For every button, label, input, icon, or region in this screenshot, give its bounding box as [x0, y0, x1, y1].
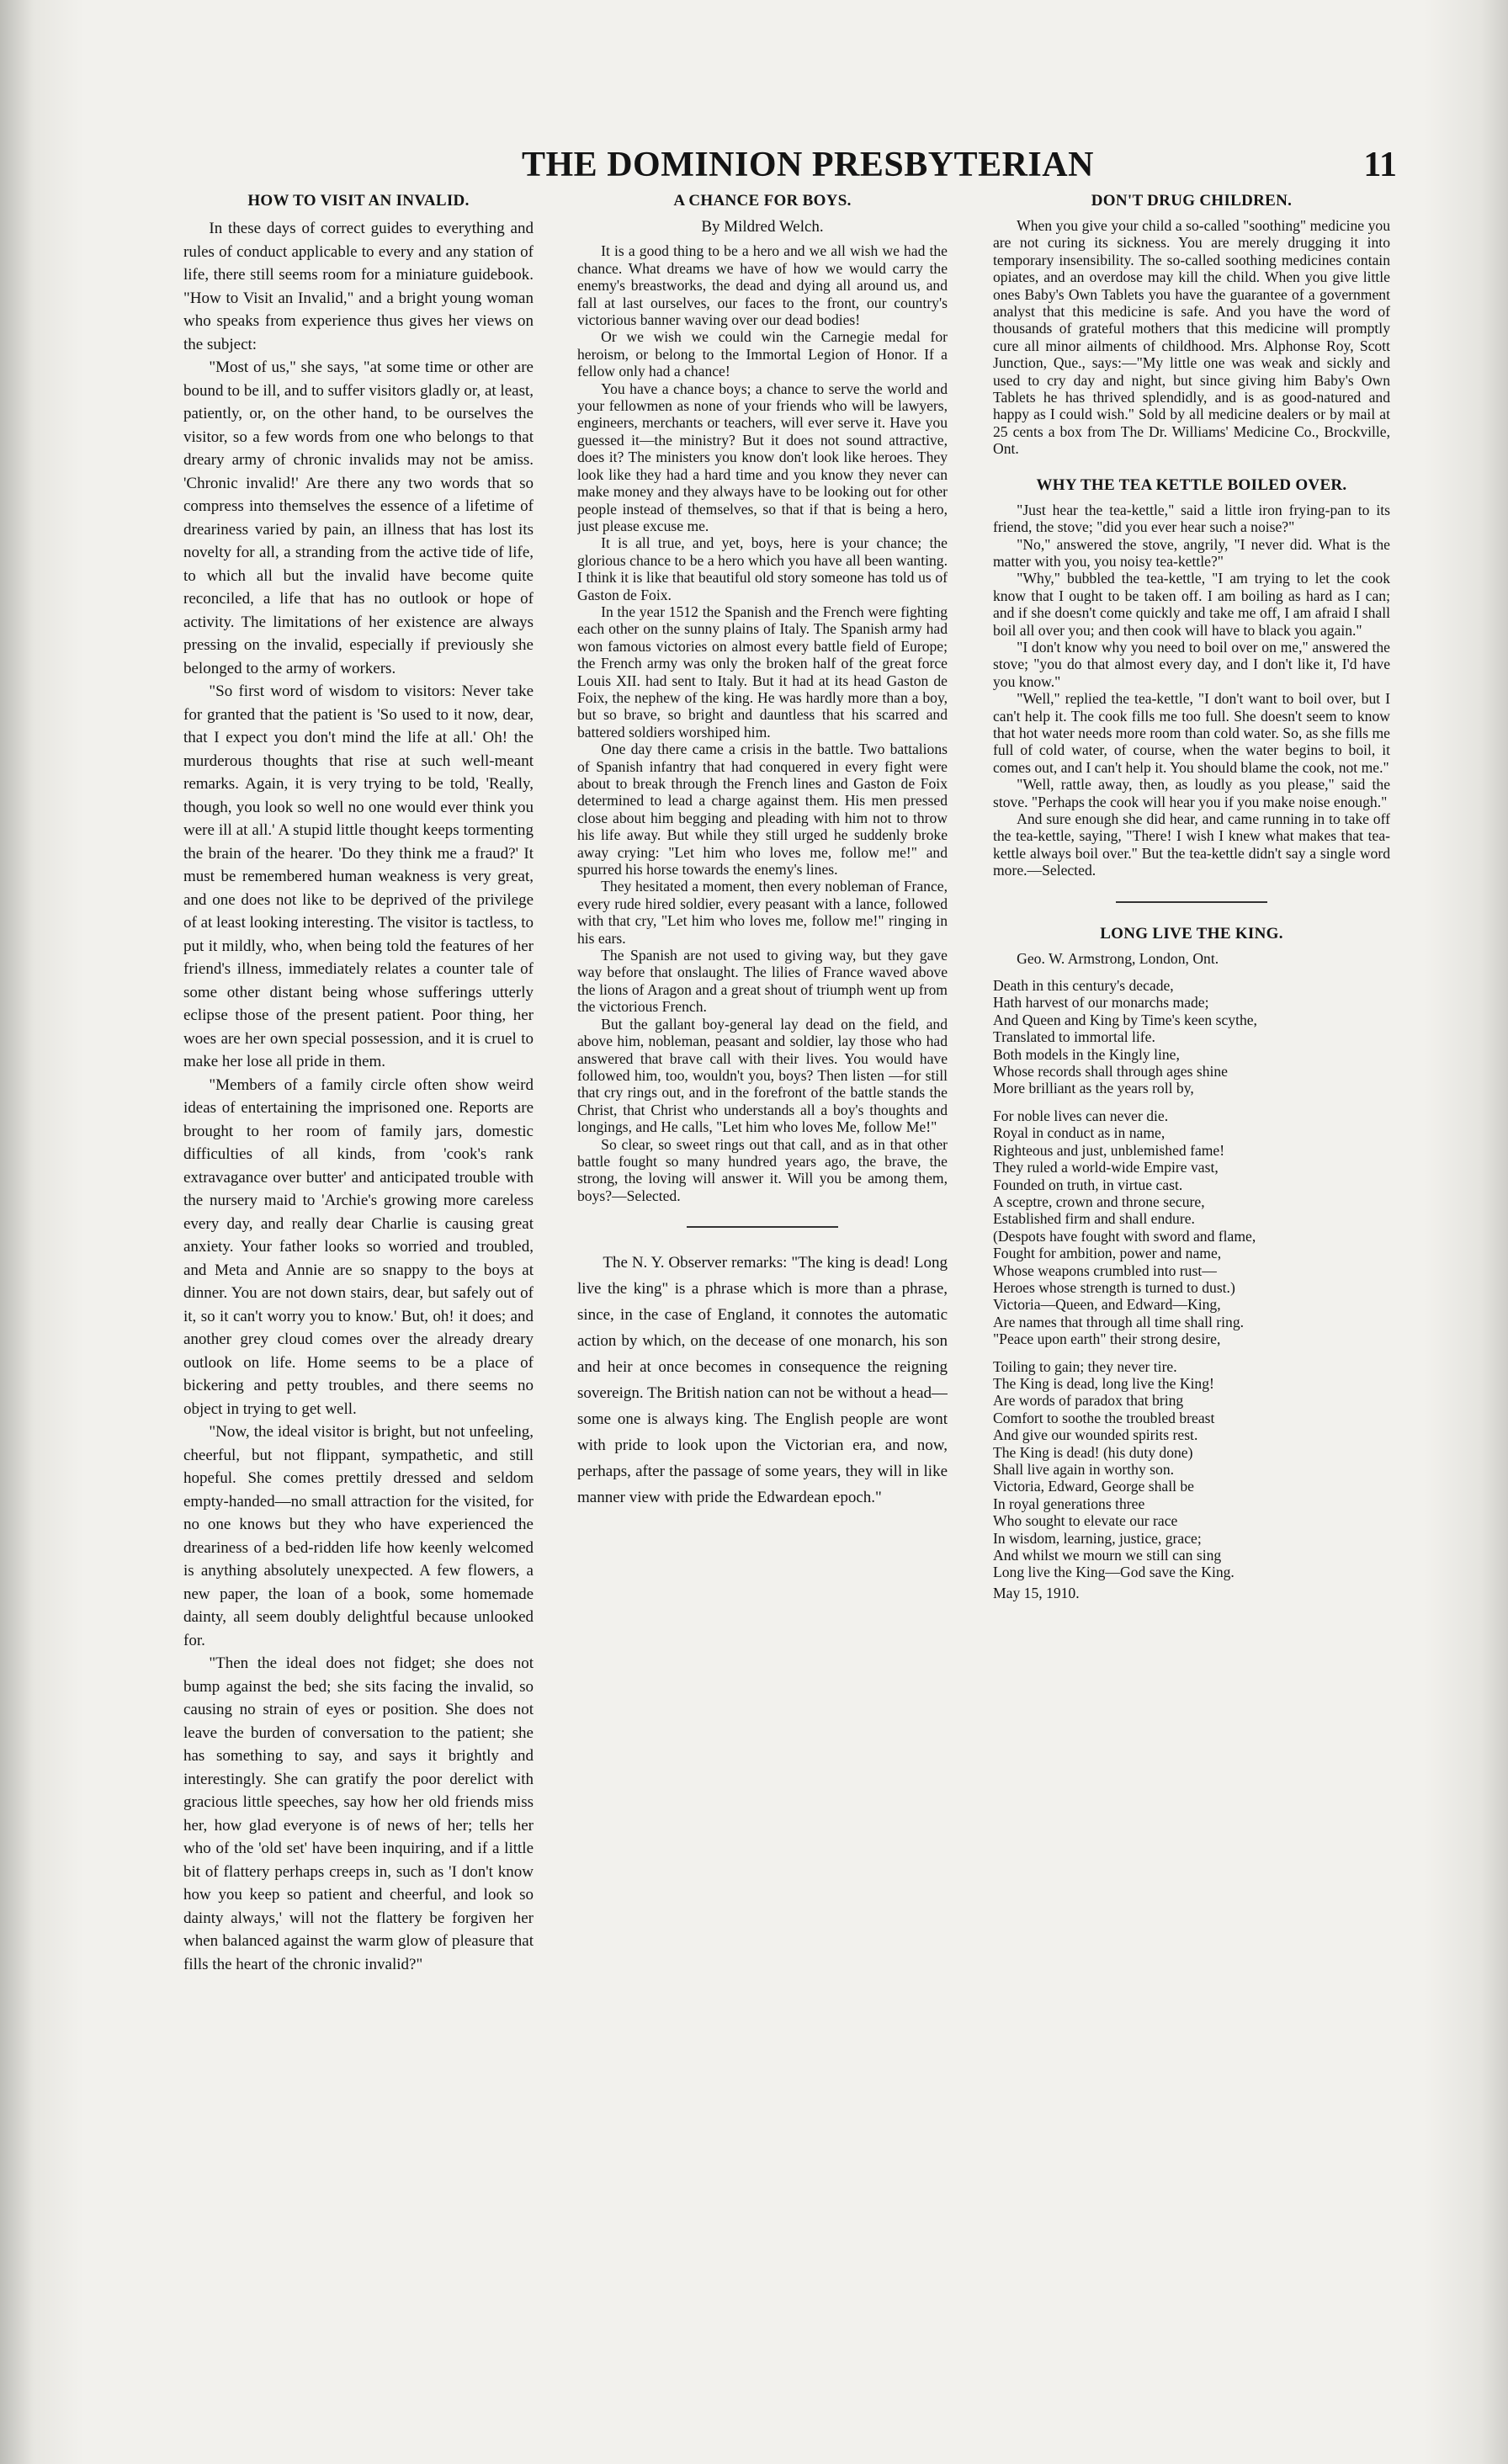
poem-line: Are names that through all time shall ring.: [993, 1313, 1245, 1330]
poem-line: Heroes whose strength is turned to dust.): [993, 1278, 1235, 1296]
article-heading-drug: DON'T DRUG CHILDREN.: [1091, 192, 1293, 210]
poem-line: The King is dead, long live the King!: [993, 1374, 1214, 1392]
poem-line: In royal generations three: [993, 1495, 1145, 1512]
poem-date: May 15, 1910.: [993, 1584, 1080, 1601]
paragraph: You have a chance boys; a chance to serve the world and your fellowmen as none of your friends who will be lawyers, engineers, merchants or teachers, will ever serve it. Have you guessed it—the ministry? But it does not sound attractive, does it? The ministers you know don't look like heroes. They look like they had a hard time and you know they never can make money and they always have to be looking out for other people instead of themselves, so that if that is being a hero, just please excuse me.: [577, 380, 948, 534]
paragraph: "I don't know why you need to boil over on me," answered the stove; "you do that almost every day, and I don't like it, I'd have you know.": [993, 638, 1390, 690]
paragraph: "Most of us," she says, "at some time or other are bound to be ill, and to suffer visitors gladly or, at least, patiently, or, on the other hand, to be ourselves the visitor, so a few words from one who belongs to that dreary army of chronic invalids may not be amiss. 'Chronic invalid!' Are there any two words that so compress into themselves the essence of a lifetime of dreariness varied by pain, an illness that has lost its novelty for all, a stranding from the active tide of life, to which all but the invalid have become quite reconciled, a life that has no outlook or hope of activity. The limitations of her existence are always pressing on the invalid, especially if previously she belonged to the army of workers.: [183, 358, 534, 677]
paragraph: "So first word of wisdom to visitors: Never take for granted that the patient is 'So used to it now, dear, that I expect you don't mind the life at all.' Oh! the murderous thoughts that rise at such well-meant remarks. Again, it is very trying to be told, 'Really, though, you look so well no one would ever think you were ill at all.' A stupid little thought keeps tormenting the brain of the hearer. 'Do they think me a fraud?' It must be remembered human weakness is very great, and one does not like to be deprived of the privilege of at least looking interesting. The visitor is tactless, to put it mildly, who, when being told the features of her friend's illness, immediately relates a counter tale of some other distant being whose sufferings utterly eclipse those of the present patient. Poor thing, her woes are her own special possession, and it is cruel to make her lose all pride in them.: [183, 682, 534, 1070]
poem-line: Comfort to soothe the troubled breast: [993, 1409, 1215, 1426]
paragraph: The Spanish are not used to giving way, but they gave way before that onslaught. The lilies of France waved above the lions of Aragon and a great shout of triumph went up from the victorious French.: [577, 947, 948, 1016]
poem-line: "Peace upon earth" their strong desire,: [993, 1330, 1221, 1348]
poem-line: Whose records shall through ages shine: [993, 1063, 1228, 1081]
paragraph: "Just hear the tea-kettle," said a little iron frying-pan to its friend, the stove; "did you ever hear such a noise?": [993, 501, 1390, 536]
paragraph: So clear, so sweet rings out that call, and as in that other battle fought so many hundred years ago, the brave, the strong, the loving will answer it. Will you be among them, boys?—Selected.: [577, 1135, 948, 1204]
poem: [993, 950, 1390, 1602]
poem-line: Victoria, Edward, George shall be: [993, 1478, 1194, 1495]
poem-stanza: [993, 1358, 1390, 1581]
poem-line: A sceptre, crown and throne secure,: [993, 1192, 1205, 1210]
poem-line: And Queen and King by Time's keen scythe,: [993, 1011, 1257, 1028]
poem-line: Long live the King—God save the King.: [993, 1564, 1235, 1581]
paragraph: It is a good thing to be a hero and we all wish we had the chance. What dreams we have of how we would carry the enemy's breastworks, the dead and dying all around us, and fall at last ourselves, our faces to the front, our country's victorious banner waving over our dead bodies!: [577, 242, 948, 329]
poem-line: More brilliant as the years roll by,: [993, 1080, 1194, 1097]
poem-line: Victoria—Queen, and Edward—King,: [993, 1296, 1221, 1314]
paragraph: "Well," replied the tea-kettle, "I don't want to boil over, but I can't help it. The cook fills me too full. She doesn't seem to know that hot water needs more room than cold water. So, as she fills me full of cold water, of course, when the water begins to boil, it comes out, and I can't help it. You should blame the cook, not me.": [993, 690, 1390, 776]
poem-line: Founded on truth, in virtue cast.: [993, 1176, 1183, 1193]
masthead-title: THE DOMINION PRESBYTERIAN: [522, 146, 1094, 184]
poem-line: Shall live again in worthy son.: [993, 1461, 1175, 1478]
poem-line: And give our wounded spirits rest.: [993, 1426, 1198, 1444]
article-heading-kettle: WHY THE TEA KETTLE BOILED OVER.: [1036, 475, 1347, 494]
poem-line: Death in this century's decade,: [993, 977, 1174, 995]
poem-line: They ruled a world-wide Empire vast,: [993, 1159, 1219, 1176]
paragraph: "Then the ideal does not fidget; she does not bump against the bed; she sits facing the invalid, so causing no strain of eyes or position. She does not leave the burden of conversation to the patient; she has something to say, and says it brightly and interestingly. She can gratify the poor derelict with gracious little speeches, say how her old friends miss her, how glad everyone is of news of her; tells her who of the 'old set' have been inquiring, and if a little bit of flattery perhaps creeps in, such as 'I don't know how you keep so patient and cheerful, and look so dainty always,' will not the flattery be forgiven her when balanced against the warm glow of pleasure that fills the heart of the chronic invalid?": [183, 1654, 534, 1973]
paragraph: And sure enough she did hear, and came running in to take off the tea-kettle, saying, "There! I wish I knew what makes that tea-kettle always boil over." But the tea-kettle didn't say a single word more.—Selected.: [993, 810, 1390, 879]
article-body-drug: When you give your child a so-called "soothing" medicine you are not curing its sickness. You are merely drugging it into temporary insensibility. The so-called soothing medicines contain opiates, and an overdose may kill the child. When you give little ones Baby's Own Tablets you have the guarantee of a government analyst that this medicine is safe. And you have the word of thousands of grateful mothers that this medicine will promptly cure all minor ailments of childhood. Mrs. Alphonse Roy, Scott Junction, Que., says:—"My little one was weak and sickly and used to cry day and night, but since giving him Baby's Own Tablets he has thrived splendidly, and is as good-natured and happy as I could wish." Sold by all medicine dealers or by mail at 25 cents a box from The Dr. Williams' Medicine Co., Brockville, Ont.: [993, 217, 1390, 458]
column-right: [993, 192, 1390, 2212]
article-body-invalid: [183, 217, 534, 1976]
poem-line: Whose weapons crumbled into rust—: [993, 1261, 1217, 1279]
poem-line: The King is dead! (his duty done): [993, 1443, 1193, 1461]
paragraph: They hesitated a moment, then every nobleman of France, every rude hired soldier, every peasant with a lance, followed with that cry, "Let him who loves me, follow me!" ringing in his ears.: [577, 878, 948, 947]
poem-line: Royal in conduct as in name,: [993, 1124, 1166, 1142]
paragraph: "Now, the ideal visitor is bright, but not unfeeling, cheerful, but not flippant, sympathetic, and still hopeful. She comes prettily dressed and seldom empty-handed—no small attraction for the visited, for no one knows but they who have experienced the dreariness of a bed-ridden life how keenly welcomed is anything absolutely unexpected. A few flowers, a new paper, the loan of a book, some homemade dainty, all seem doubly delightful because unlooked for.: [183, 1423, 534, 1649]
paragraph: In the year 1512 the Spanish and the French were fighting each other on the sunny plains of Italy. The Spanish army had won famous victories on almost every battle field of Europe; the French army was only the broken half of the great force Louis XII. had sent to Italy. But it had at its head Gaston de Foix, the nephew of the king. He was hardly more than a boy, but so brave, so bright and dauntless that his scarred and battered soldiers worshiped him.: [577, 603, 948, 741]
article-heading-boys: A CHANCE FOR BOYS.: [673, 192, 852, 210]
paragraph: "Well, rattle away, then, as loudly as you please," said the stove. "Perhaps the cook will hear you if you make noise enough.": [993, 776, 1390, 810]
poem-line: (Despots have fought with sword and flame,: [993, 1227, 1256, 1245]
poem-line: Are words of paradox that bring: [993, 1392, 1184, 1410]
article-body-kettle: [993, 502, 1390, 879]
article-body-boys: [577, 242, 948, 1204]
poem-line: Both models in the Kingly line,: [993, 1045, 1180, 1063]
paragraph: "Why," bubbled the tea-kettle, "I am trying to let the cook know that I ought to be taken off. I am boiling as hard as I can; and if she doesn't come quickly and take me off, I am afraid I shall boil all over you; and then cook will have to black you again.": [993, 570, 1390, 639]
poem-author: Geo. W. Armstrong, London, Ont.: [1017, 949, 1219, 967]
paragraph: It is all true, and yet, boys, here is your chance; the glorious chance to be a hero which you have all been wanting. I think it is like that beautiful old story someone has told us of Gaston de Foix.: [577, 534, 948, 603]
column-boys-article: [577, 192, 948, 2153]
poem-line: Fought for ambition, power and name,: [993, 1245, 1222, 1262]
poem-line: And whilst we mourn we still can sing: [993, 1547, 1222, 1564]
paragraph: "Members of a family circle often show weird ideas of entertaining the imprisoned one. Reports are brought to her room of family jars, domestic difficulties of all kinds, from 'cook's rank extravagance over butter' and anticipated trouble with the nursery maid to 'Archie's growing more careless every day, and really dear Charlie is causing great anxiety. Your father looks so worried and troubled, and Meta and Annie are so snappy to the boys at dinner. You are not down stairs, dear, but safely out of it, so it can't worry you to know.' But, oh! it does; and another grey cloud comes over the already dreary outlook on life. Home seems to be a place of bickering and petty troubles, and there seems no object in trying to get well.: [183, 1075, 534, 1418]
section-divider: [1116, 901, 1267, 903]
observer-remark-text: The N. Y. Observer remarks: "The king is dead! Long live the king" is a phrase which is more than a phrase, since, in the case of England, it connotes the automatic action by which, on the decease of one monarch, his son and heir at once becomes in consequence the reigning sovereign. The British nation can not be without a head—some one is always king. The English people are wont with pride to look upon the Victorian era, and now, perhaps, after the passage of some years, they will in like manner view with pride the Edwardean epoch.": [577, 1254, 948, 1507]
paragraph: Or we wish we could win the Carnegie medal for heroism, or belong to the Immortal Legion of Honor. If a fellow only had a chance!: [577, 328, 948, 380]
paragraph: "No," answered the stove, angrily, "I never did. What is the matter with you, you noisy tea-kettle?": [993, 535, 1390, 570]
poem-stanza: [993, 977, 1390, 1097]
poem-line: In wisdom, learning, justice, grace;: [993, 1529, 1202, 1547]
poem-line: Translated to immortal life.: [993, 1028, 1155, 1046]
article-byline: By Mildred Welch.: [701, 218, 824, 236]
poem-stanza: [993, 1107, 1390, 1348]
column-invalid-article: [183, 192, 534, 2346]
poem-line: Righteous and just, unblemished fame!: [993, 1141, 1225, 1159]
paragraph: But the gallant boy-general lay dead on the field, and above him, nobleman, peasant and soldier, lay those who had answered that brave call with their lives. You would have followed him, too, wouldn't you, boys? Then listen —for still that cry rings out, and in the forefront of the battle stands the Christ, that Christ who understands all a boy's thoughts and longings, and He calls, "Let him who loves Me, follow Me!": [577, 1015, 948, 1136]
paragraph: In these days of correct guides to everything and rules of conduct applicable to every and any station of life, there still seems room for a miniature guidebook. "How to Visit an Invalid," and a bright young woman who speaks from experience thus gives her views on the subject:: [183, 220, 534, 353]
spacer: [993, 458, 1390, 476]
poem-line: Toiling to gain; they never tire.: [993, 1357, 1177, 1375]
poem-line: Established firm and shall endure.: [993, 1210, 1195, 1228]
paragraph: One day there came a crisis in the battle. Two battalions of Spanish infantry that had conquered in every fight were about to break through the French lines and Gaston de Foix determined to lead a charge against them. His men pressed close about him begging and pleading with him not to throw his life away. But while they still urged he suddenly broke away crying: "Let him who loves me, follow me!" and spurred his horse towards the enemy's lines.: [577, 741, 948, 879]
section-divider: [687, 1226, 838, 1228]
masthead: [185, 145, 1397, 195]
poem-line: Who sought to elevate our race: [993, 1512, 1178, 1530]
poem-body: [993, 977, 1390, 1581]
poem-heading: LONG LIVE THE KING.: [1100, 924, 1283, 943]
article-heading-invalid: HOW TO VISIT AN INVALID.: [247, 192, 470, 210]
observer-remark: [577, 1250, 948, 1511]
poem-line: For noble lives can never die.: [993, 1107, 1169, 1124]
page-number: 11: [1363, 146, 1397, 184]
poem-line: Hath harvest of our monarchs made;: [993, 994, 1209, 1012]
